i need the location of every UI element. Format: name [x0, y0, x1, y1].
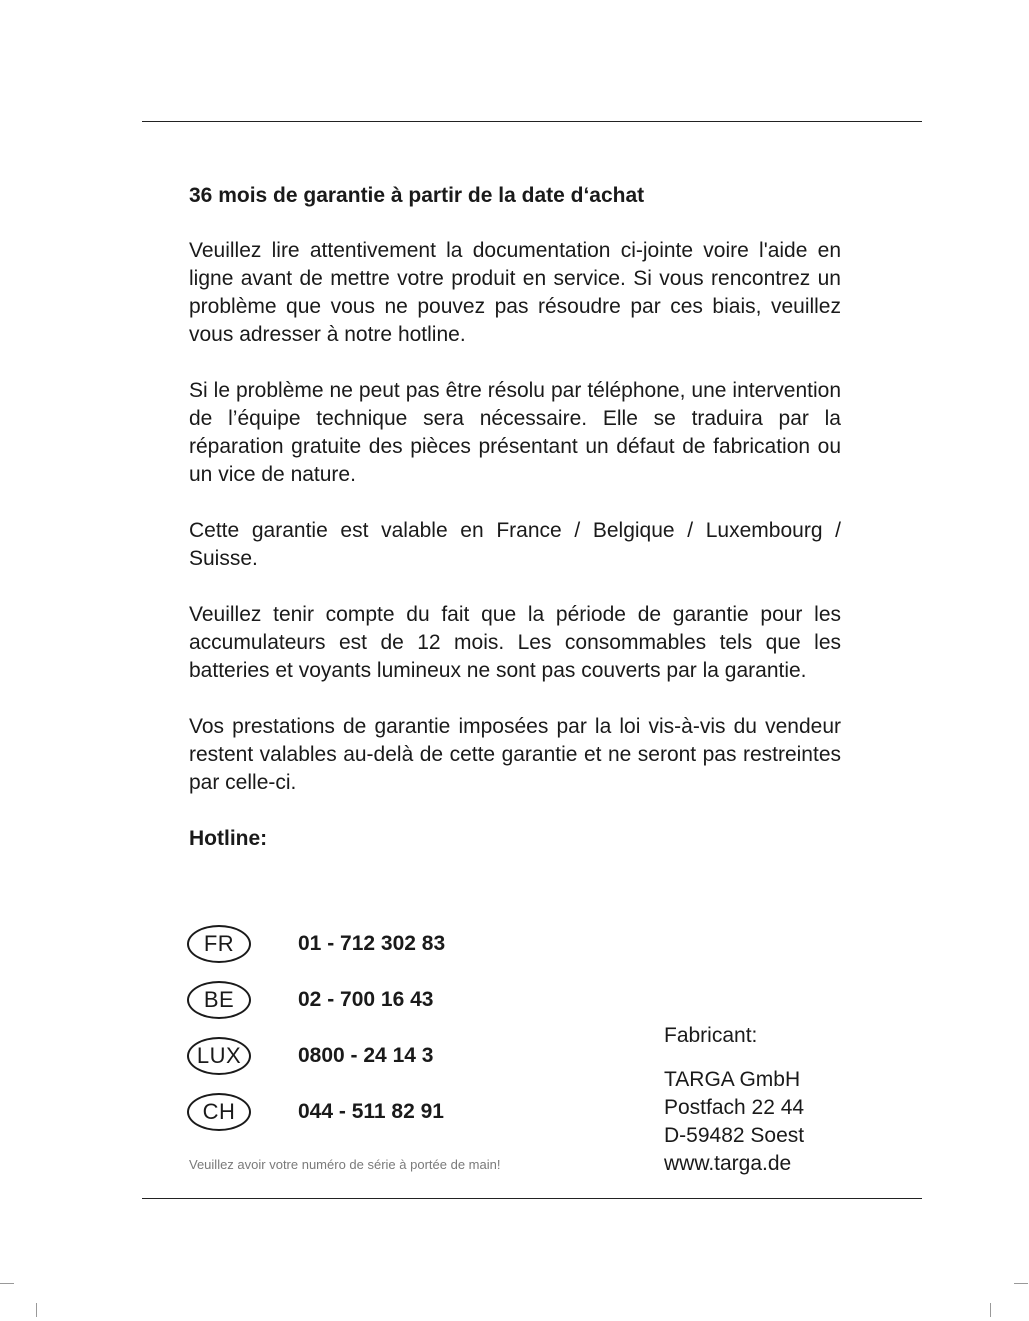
- hotline-row-fr: [187, 925, 507, 965]
- crop-mark-left-horizontal: [0, 1283, 14, 1284]
- manufacturer-address-line1: Postfach 22 44: [664, 1096, 805, 1119]
- warranty-text: [189, 182, 841, 853]
- country-badge-fr: FR: [187, 925, 251, 963]
- paragraph-instructions: Veuillez lire attentivement la documentation ci-jointe voire l'aide en ligne avant de mettre votre produit en service. Si vous rencontrez un problème que vous ne pouvez pas résoudre par ces biais, veuillez vous adresser à notre hotline.: [189, 239, 841, 346]
- hotline-title: Hotline:: [189, 827, 268, 850]
- crop-mark-right-vertical: [990, 1303, 991, 1317]
- paragraph-repair: Si le problème ne peut pas être résolu par téléphone, une intervention de l’équipe technique sera nécessaire. Elle se traduira par la réparation gratuite des pièces présentant un défaut de fabrication ou un vice de nature.: [189, 379, 841, 486]
- warranty-heading: 36 mois de garantie à partir de la date d‘achat: [189, 184, 645, 207]
- phone-number-fr: 01 - 712 302 83: [298, 932, 446, 955]
- bottom-divider: [142, 1198, 922, 1199]
- manufacturer-address-line2: D-59482 Soest: [664, 1124, 805, 1147]
- phone-number-lux: 0800 - 24 14 3: [298, 1044, 434, 1067]
- crop-mark-left-vertical: [36, 1303, 37, 1317]
- manufacturer-label: Fabricant:: [664, 1024, 758, 1047]
- hotline-row-lux: [187, 1037, 507, 1077]
- manufacturer-website: www.targa.de: [664, 1152, 792, 1175]
- country-badge-ch: CH: [187, 1093, 251, 1131]
- paragraph-legal: Vos prestations de garantie imposées par la loi vis-à-vis du vendeur restent valables au-delà de cette garantie et ne seront pas restreintes par celle-ci.: [189, 715, 841, 794]
- paragraph-accumulators: Veuillez tenir compte du fait que la période de garantie pour les accumulateurs est de 12 mois. Les consommables tels que les batteries et voyants lumineux ne sont pas couverts par la garantie.: [189, 603, 841, 682]
- phone-number-ch: 044 - 511 82 91: [298, 1100, 444, 1123]
- country-badge-lux: LUX: [187, 1037, 251, 1075]
- hotline-row-be: [187, 981, 507, 1021]
- serial-number-note: Veuillez avoir votre numéro de série à portée de main!: [189, 1157, 501, 1172]
- paragraph-countries: Cette garantie est valable en France / Belgique / Luxembourg / Suisse.: [189, 519, 841, 570]
- phone-number-be: 02 - 700 16 43: [298, 988, 434, 1011]
- manufacturer-block: [664, 1022, 804, 1178]
- crop-mark-right-horizontal: [1014, 1283, 1028, 1284]
- country-badge-be: BE: [187, 981, 251, 1019]
- hotline-row-ch: [187, 1093, 507, 1133]
- top-divider: [142, 121, 922, 122]
- manufacturer-name: TARGA GmbH: [664, 1068, 801, 1091]
